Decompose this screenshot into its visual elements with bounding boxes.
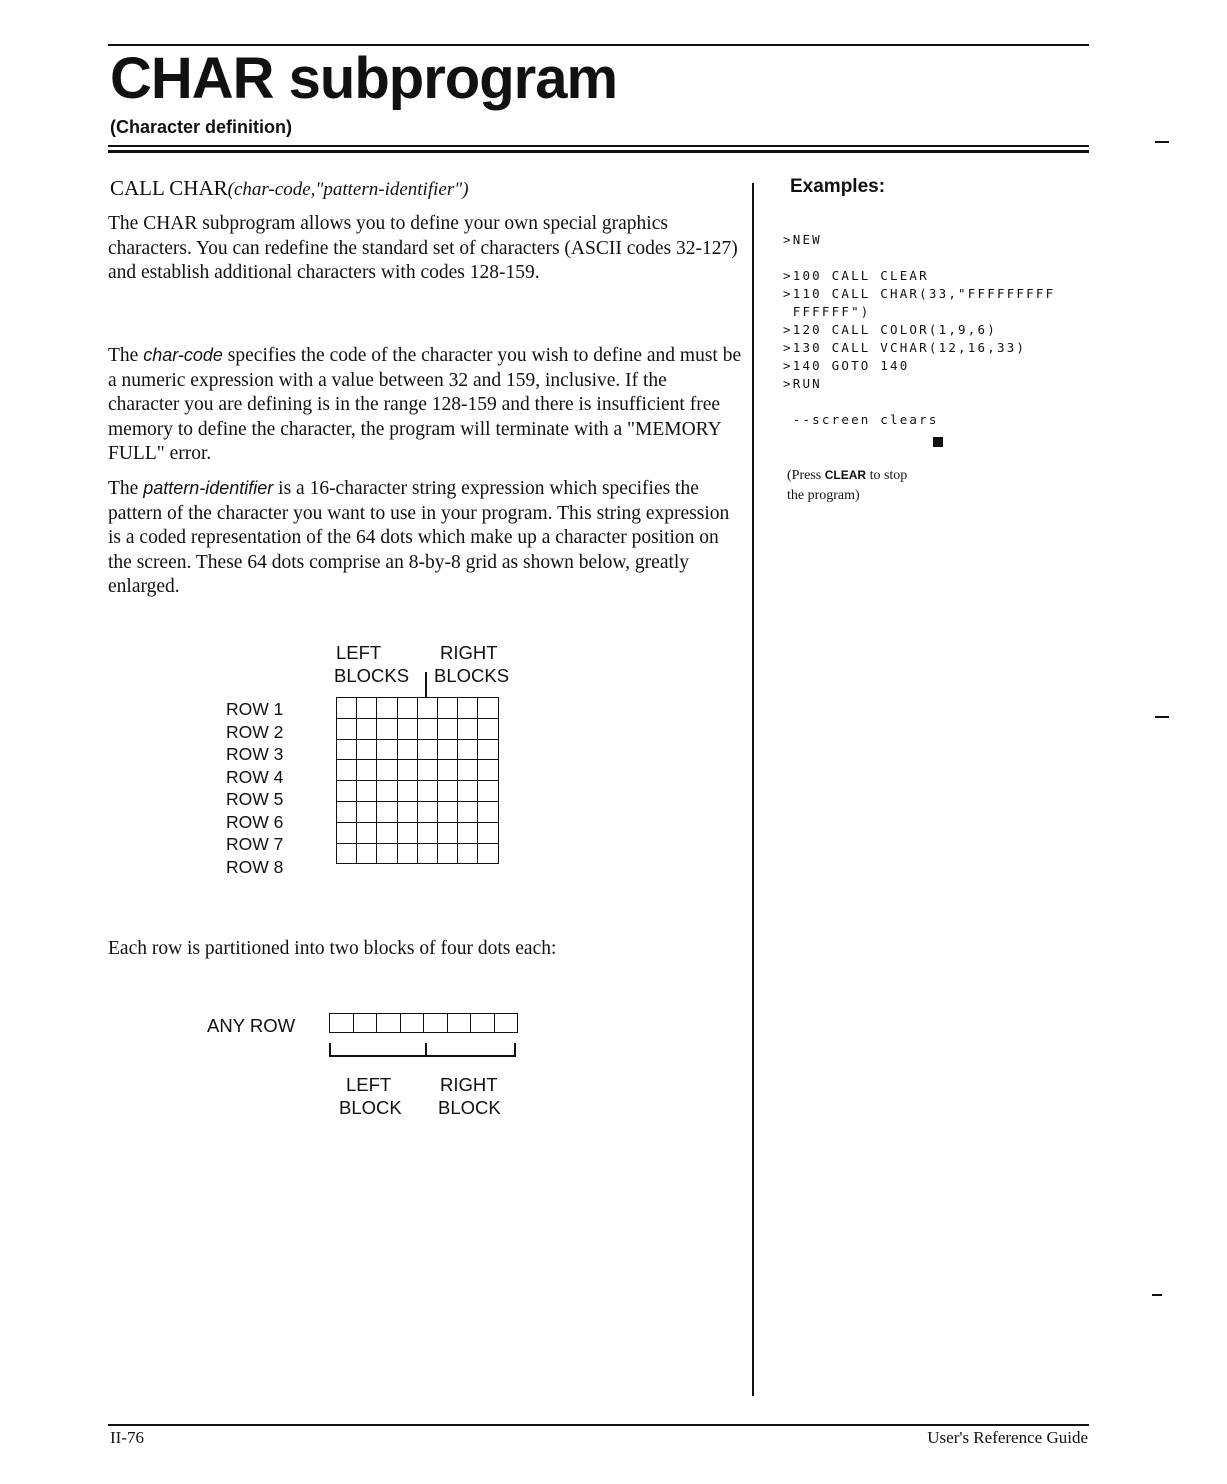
grid-dot-cell (458, 843, 478, 864)
cursor-block (933, 437, 943, 447)
grid-dot-cell (478, 760, 498, 781)
paragraph-pattern-identifier: The pattern-identifier is a 16-character string expression which specifies the pattern of the character you want to use in your program. This string expression is a coded representation of the 64 dots which make up a character position on the screen. These 64 dots comprise an 8-by-8 grid as shown below, greatly enlarged. (108, 478, 730, 597)
footer-rule (108, 1424, 1089, 1426)
grid-row (337, 739, 499, 760)
grid-dot-cell (437, 760, 457, 781)
grid-dot-cell (417, 718, 437, 739)
single-row (330, 1014, 518, 1033)
grid-row (337, 760, 499, 781)
grid-dot-cell (377, 698, 397, 719)
row-dot-cell (471, 1014, 495, 1033)
row-dot-cell (494, 1014, 518, 1033)
row-dot-cell (377, 1014, 401, 1033)
grid-dot-cell (337, 843, 357, 864)
row-label: ROW 6 (226, 811, 284, 832)
grid-dot-cell (357, 781, 377, 802)
grid-dot-cell (437, 739, 457, 760)
grid-dot-cell (397, 843, 417, 864)
row-label: ROW 7 (226, 834, 284, 854)
page-number: II-76 (110, 1428, 144, 1447)
grid-dot-cell (437, 718, 457, 739)
row-dot-cell (424, 1014, 448, 1033)
grid-dot-cell (437, 822, 457, 843)
grid-dot-cell (397, 801, 417, 822)
margin-tick (1152, 1294, 1162, 1296)
grid-dot-cell (337, 822, 357, 843)
grid-dot-cell (357, 843, 377, 864)
grid-dot-cell (397, 760, 417, 781)
grid-dot-cell (417, 698, 437, 719)
grid-dot-cell (417, 739, 437, 760)
row-dot-cell (447, 1014, 471, 1033)
bracket-line (329, 1055, 516, 1057)
bracket-tick-right (514, 1043, 516, 1056)
header-rule-1 (108, 145, 1089, 147)
grid-row-labels (226, 698, 283, 878)
row-label: ROW 4 (226, 766, 284, 787)
grid-dot-cell (397, 718, 417, 739)
grid-dot-cell (357, 739, 377, 760)
dot-grid-8x8 (336, 697, 499, 864)
left-block-label-1: LEFT (346, 1074, 392, 1095)
row-dot-cell (330, 1014, 354, 1033)
grid-dot-cell (337, 801, 357, 822)
grid-left-heading-1: LEFT (336, 642, 382, 663)
row-dot-cell (353, 1014, 377, 1033)
grid-dot-cell (478, 739, 498, 760)
grid-dot-cell (437, 781, 457, 802)
grid-center-tick (425, 672, 427, 698)
grid-right-heading-2: BLOCKS (434, 665, 510, 686)
grid-dot-cell (417, 843, 437, 864)
grid-row (337, 698, 499, 719)
example-code: >NEW >100 CALL CLEAR >110 CALL CHAR(33,"FFFFFFFFF FFFFFF") >120 CALL COLOR(1,9,6) >130 CALL VCHAR(12,16,33) >140 GOTO 140 >RUN --screen clears (783, 232, 1056, 427)
grid-dot-cell (458, 781, 478, 802)
grid-dot-cell (417, 801, 437, 822)
grid-dot-cell (478, 843, 498, 864)
grid-dot-cell (417, 822, 437, 843)
margin-tick (1155, 716, 1169, 718)
left-block-label-2: BLOCK (339, 1097, 402, 1118)
examples-heading: Examples: (790, 176, 886, 197)
grid-row (337, 781, 499, 802)
row-label: ROW 3 (226, 744, 284, 764)
term-pattern-identifier: pattern-identifier (143, 478, 274, 498)
grid-row (337, 801, 499, 822)
grid-dot-cell (377, 843, 397, 864)
row-label: ROW 2 (226, 721, 284, 742)
grid-dot-cell (397, 822, 417, 843)
grid-dot-cell (357, 760, 377, 781)
grid-dot-cell (417, 760, 437, 781)
syntax-command: CALL CHAR (110, 176, 228, 200)
grid-dot-cell (377, 781, 397, 802)
page-title: CHAR subprogram (110, 46, 618, 111)
grid-dot-cell (377, 822, 397, 843)
paragraph-char-code: The char-code specifies the code of the character you wish to define and must be a numeric expression with a value between 32 and 159, inclusive. If the character you are defining is in the range 128-159 and there is insufficient free memory to define the character, the program will terminate with a "MEMORY FULL" error. (108, 345, 742, 464)
grid-dot-cell (357, 822, 377, 843)
grid-dot-cell (458, 760, 478, 781)
row-label: ROW 5 (226, 789, 284, 809)
grid-dot-cell (397, 698, 417, 719)
grid-dot-cell (337, 698, 357, 719)
row-label: ROW 8 (226, 856, 284, 877)
header-rule-2 (108, 150, 1089, 153)
example-note: (Press CLEAR to stop the program) (787, 468, 908, 503)
grid-dot-cell (478, 781, 498, 802)
grid-dot-cell (397, 781, 417, 802)
grid-row (337, 843, 499, 864)
paragraph-intro: The CHAR subprogram allows you to define your own special graphics characters. You can redefine the standard set of characters (ASCII codes 32-127) and establish additional characters with codes 128-159. (108, 213, 738, 283)
grid-dot-cell (337, 718, 357, 739)
syntax-line (110, 176, 469, 201)
grid-dot-cell (377, 718, 397, 739)
grid-dot-cell (377, 760, 397, 781)
margin-tick (1155, 141, 1169, 143)
grid-dot-cell (478, 718, 498, 739)
grid-dot-cell (478, 801, 498, 822)
bracket-tick-middle (425, 1043, 427, 1056)
grid-dot-cell (377, 739, 397, 760)
grid-dot-cell (417, 781, 437, 802)
grid-dot-cell (458, 822, 478, 843)
column-divider (752, 183, 754, 1396)
grid-dot-cell (458, 801, 478, 822)
any-row-label: ANY ROW (207, 1015, 296, 1036)
right-block-label-1: RIGHT (440, 1074, 498, 1095)
grid-row (337, 718, 499, 739)
single-row-diagram (329, 1013, 518, 1033)
grid-dot-cell (458, 718, 478, 739)
grid-dot-cell (397, 739, 417, 760)
syntax-args: (char-code,"pattern-identifier") (227, 179, 469, 200)
grid-left-heading-2: BLOCKS (334, 665, 410, 686)
clear-key-label: CLEAR (824, 468, 867, 482)
grid-dot-cell (437, 801, 457, 822)
grid-dot-cell (458, 739, 478, 760)
grid-dot-cell (458, 698, 478, 719)
grid-dot-cell (437, 698, 457, 719)
book-title: User's Reference Guide (927, 1428, 1088, 1447)
paragraph-row-partition: Each row is partitioned into two blocks of four dots each: (108, 938, 557, 959)
right-block-label-2: BLOCK (438, 1097, 501, 1118)
grid-dot-cell (357, 698, 377, 719)
grid-dot-cell (337, 739, 357, 760)
grid-dot-cell (478, 822, 498, 843)
grid-dot-cell (357, 801, 377, 822)
term-char-code: char-code (143, 345, 223, 365)
row-label: ROW 1 (226, 699, 284, 719)
page-subtitle: (Character definition) (110, 117, 293, 137)
grid-dot-cell (337, 760, 357, 781)
grid-dot-cell (437, 843, 457, 864)
row-dot-cell (400, 1014, 424, 1033)
grid-dot-cell (377, 801, 397, 822)
grid-dot-cell (478, 698, 498, 719)
grid-dot-cell (357, 718, 377, 739)
grid-dot-cell (337, 781, 357, 802)
grid-right-heading-1: RIGHT (440, 642, 498, 663)
bracket-tick-left (329, 1043, 331, 1056)
grid-row (337, 822, 499, 843)
